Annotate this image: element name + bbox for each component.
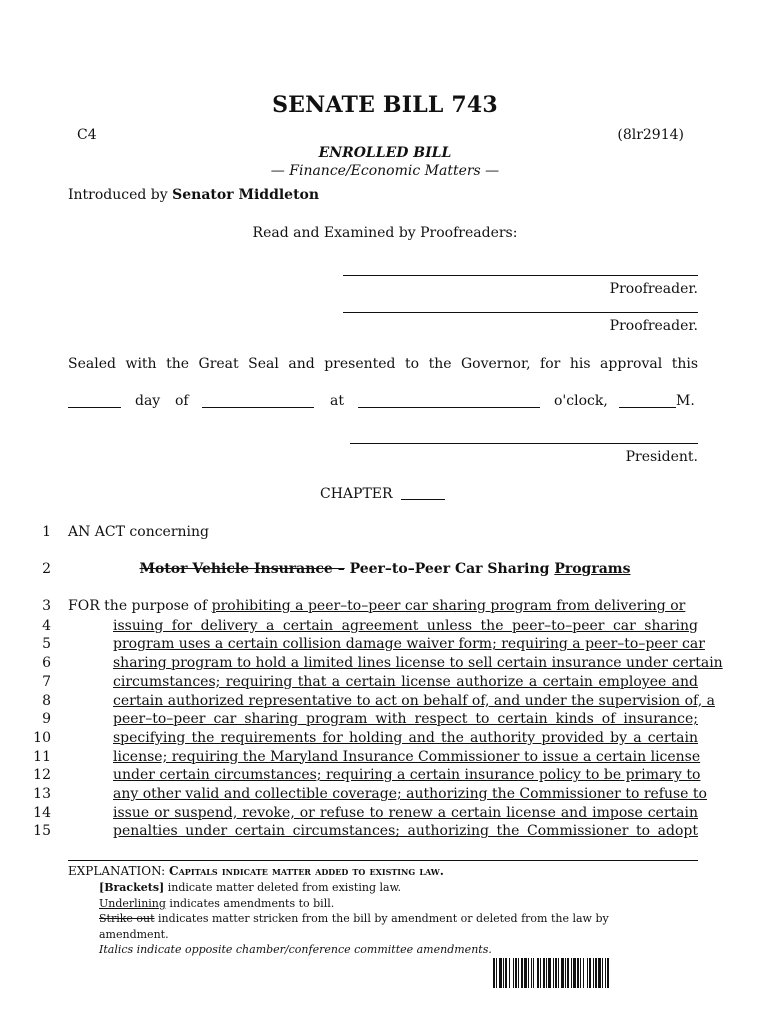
purpose-line: specifying the requirements for holding and the authority provided by a certain [113,729,698,746]
barcode-bar [587,958,588,988]
day-blank [68,407,121,408]
underlining-word: Underlining [99,896,166,910]
line-number: 7 [42,673,51,690]
line-number: 5 [42,636,51,653]
barcode-image [493,958,680,988]
barcode-bar [598,958,601,988]
act-concerning: AN ACT concerning [68,524,209,540]
explanation-body [99,880,659,958]
brackets-word: [Brackets] [99,881,165,894]
proofreader-signature-line-1 [343,275,698,276]
barcode-bar [558,958,559,988]
introduced-prefix: Introduced by [68,187,173,203]
barcode-bar [540,958,541,988]
purpose-line: sharing program to hold a limited lines license to sell certain insurance under certain [113,655,723,672]
barcode-bar [513,958,514,988]
purpose-line: program uses a certain collision damage waiver form; requiring a peer–to–peer car [113,636,705,653]
bill-code-right: (8lr2914) [617,127,684,143]
purpose-line: issuing for delivery a certain agreement unless the peer–to–peer car sharing [113,617,698,634]
explanation-lead: EXPLANATION: [68,864,170,878]
line-number: 9 [42,711,51,728]
barcode-bar [524,958,527,988]
proofreader-label-2: Proofreader. [609,318,698,334]
subject-underlined: Programs [554,561,631,577]
barcode-bar [553,958,554,988]
barcode-bar [499,958,502,988]
explanation-heading [68,864,444,878]
purpose-line: certain authorized representative to act on behalf of, and under the supervision of, a [113,692,715,709]
purpose-line: issue or suspend, revoke, or refuse to renew a certain license and impose certain [113,804,698,821]
barcode-bar [503,958,504,988]
sponsor-name: Senator Middleton [172,187,320,203]
barcode-bar [533,958,534,988]
line-number: 3 [42,598,51,614]
subject-plain: Peer–to–Peer Car Sharing [344,561,555,577]
chapter-blank [401,499,445,500]
introduced-line [68,187,319,203]
bill-title: SENATE BILL 743 [272,92,498,118]
date-blanks-row [68,393,698,413]
barcode-bar [496,958,497,988]
barcode-bar [493,958,495,988]
line-number: 13 [33,786,51,803]
barcode-bar [521,958,523,988]
committee-label: — Finance/Economic Matters — [270,163,500,179]
line-number: 10 [33,729,51,746]
line-number: 11 [33,748,51,765]
line-number: 12 [33,767,51,784]
barcode-bar [589,958,591,988]
barcode-bar [607,958,609,988]
line-number: 1 [42,524,51,540]
time-blank [358,407,540,408]
purpose-line: any other valid and collectible coverage; authorizing the Commissioner to refuse to [113,786,707,803]
barcode-bar [531,958,532,988]
sealed-text: Sealed with the Great Seal and presented to the Governor, for his approval this [68,356,698,372]
barcode-bar [518,958,519,988]
meridiem-blank [619,407,676,408]
purpose-body [113,617,723,841]
chapter-label [320,486,445,502]
strike-rest: indicates matter stricken from the bill by amendment or deleted from the law by [154,912,609,925]
line-number: 14 [33,804,51,821]
word-day: day [135,393,161,409]
purpose-first-line [68,598,698,614]
bill-code-left: C4 [77,127,97,143]
line-number: 2 [42,561,51,577]
proofreaders-heading: Read and Examined by Proofreaders: [252,225,518,241]
line-number: 4 [42,617,51,634]
purpose-text: prohibiting a peer–to–peer car sharing program from delivering or [211,598,686,614]
barcode-bar [546,958,547,988]
barcode-bar [555,958,557,988]
explanation-strike-cont: amendment. [99,927,169,941]
barcode-bar [515,958,517,988]
barcode-bar [509,958,510,988]
barcode-bar [583,958,584,988]
word-at: at [330,393,344,409]
explanation-strike [99,911,659,927]
barcode-bar [602,958,603,988]
strike-word: Strike out [99,912,155,925]
explanation-brackets [99,880,659,896]
president-label: President. [625,449,698,465]
purpose-prefix: FOR the purpose of [68,598,212,614]
barcode-bar [543,958,545,988]
line-number-column [29,617,51,841]
barcode-bar [565,958,566,988]
explanation-italics: Italics indicate opposite chamber/conference committee amendments. [99,943,492,956]
word-oclock: o'clock, [554,393,608,409]
barcode-bar [567,958,569,988]
barcode-bar [537,958,539,988]
subject-stricken: Motor Vehicle Insurance – [139,561,345,577]
purpose-line: penalties under certain circumstances; authorizing the Commissioner to adopt [113,823,698,840]
word-m: M. [676,393,695,409]
underlining-rest: indicates amendments to bill. [165,896,335,910]
barcode-bar [577,958,579,988]
barcode-bar [605,958,606,988]
bill-subject [0,561,770,577]
barcode-bar [595,958,597,988]
proofreader-signature-line-2 [343,312,698,313]
president-signature-line [350,443,698,444]
barcode-bar [528,958,529,988]
explanation-caps: Capitals indicate matter added to existing law. [169,864,444,878]
barcode-bar [571,958,572,988]
footer-rule [68,860,698,861]
barcode-bar [593,958,594,988]
enrolled-label: ENROLLED BILL [318,145,452,161]
barcode-bar [505,958,507,988]
chapter-word: CHAPTER [320,486,393,502]
brackets-rest: indicate matter deleted from existing law. [164,881,402,894]
barcode-bar [573,958,576,988]
purpose-line: under certain circumstances; requiring a certain insurance policy to be primary to [113,767,701,784]
barcode-bar [548,958,551,988]
purpose-line: peer–to–peer car sharing program with respect to certain kinds of insurance; [113,711,698,728]
purpose-line: circumstances; requiring that a certain license authorize a certain employee and [113,673,698,690]
line-number: 8 [42,692,51,709]
barcode-bar [580,958,581,988]
line-number: 6 [42,655,51,672]
explanation-underlining [99,896,659,912]
word-of: of [175,393,189,409]
purpose-line: license; requiring the Maryland Insurance Commissioner to issue a certain license [113,748,701,765]
barcode-bar [561,958,564,988]
proofreader-label-1: Proofreader. [609,281,698,297]
month-blank [202,407,314,408]
line-number: 15 [33,823,51,840]
